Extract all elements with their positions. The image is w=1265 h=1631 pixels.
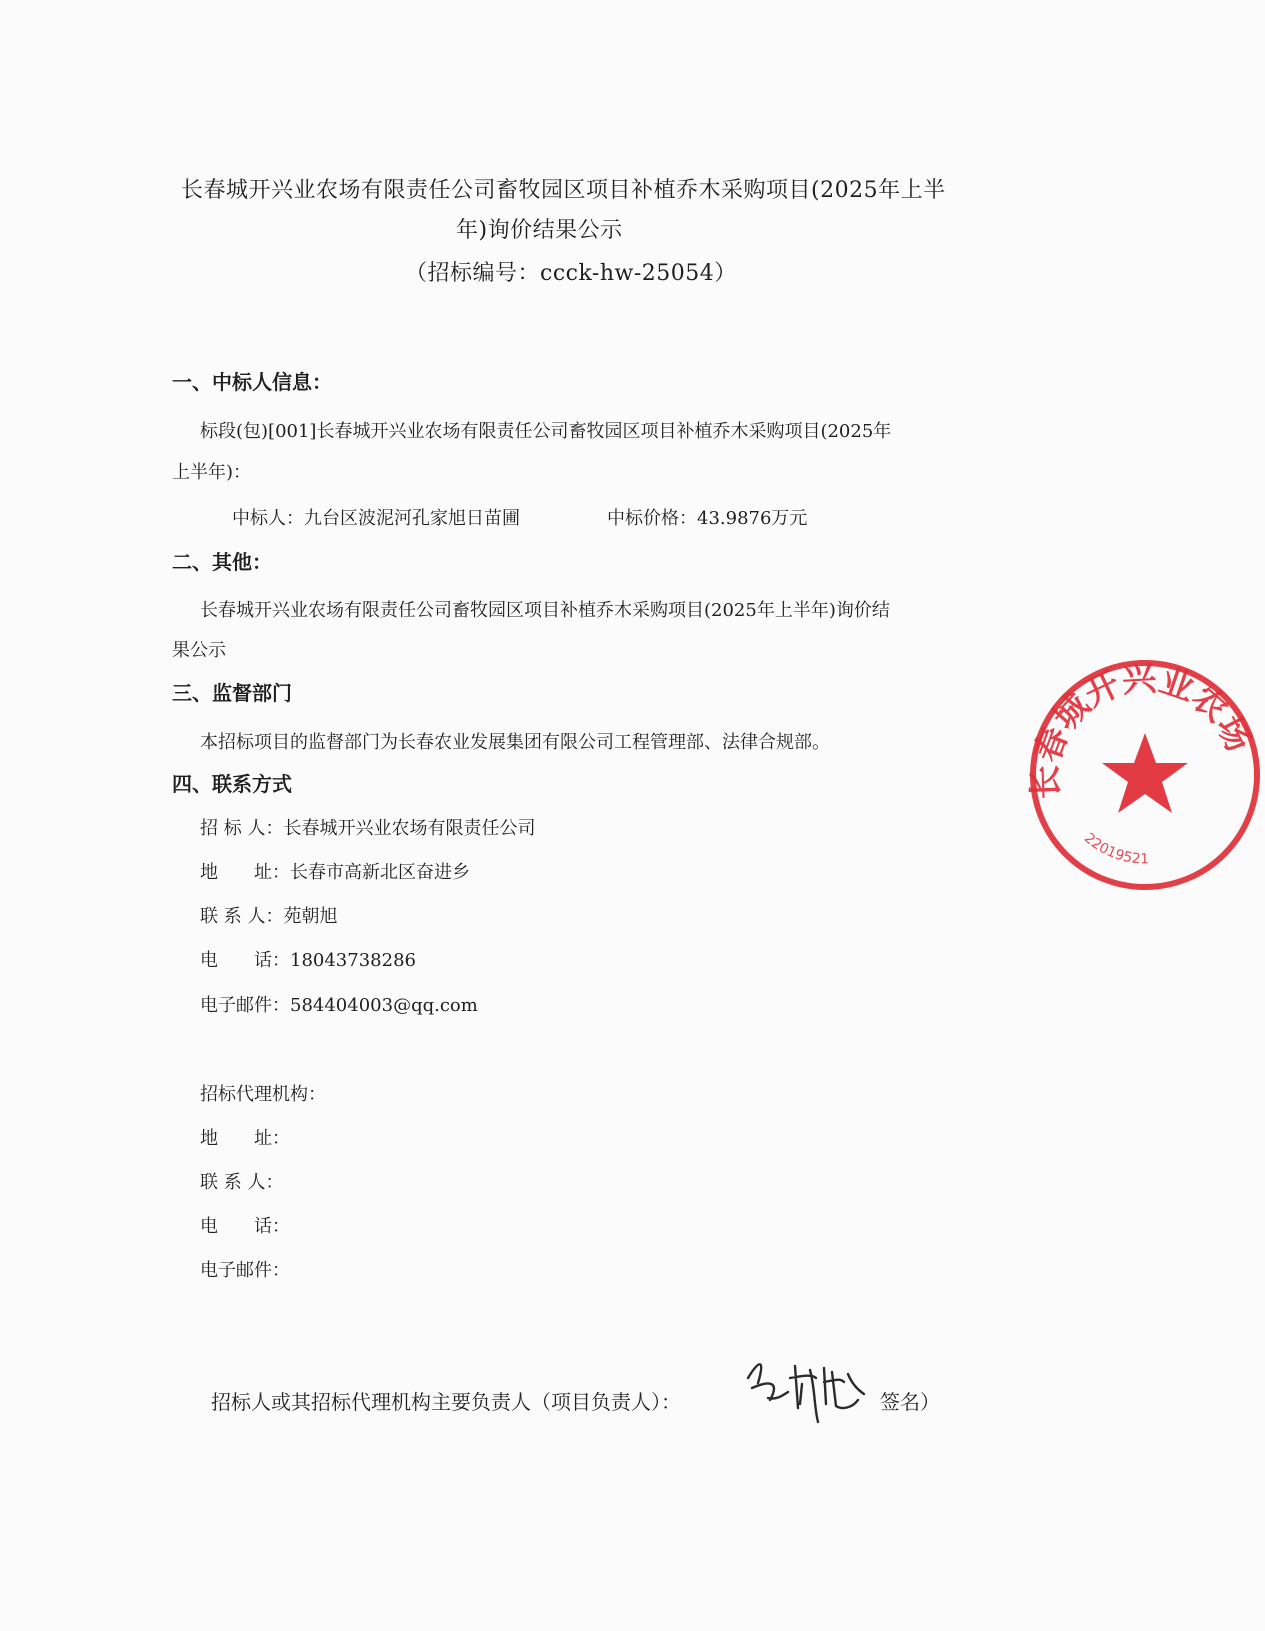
agency-phone-label: 电 话： xyxy=(200,1216,290,1237)
seal-star-icon xyxy=(1102,733,1188,813)
contact-value: 长春城开兴业农场有限责任公司 xyxy=(283,818,536,839)
seal-number: 22019521 xyxy=(1081,830,1150,868)
section-1-para-line-2: 上半年)： xyxy=(172,462,252,483)
contact-label: 电 话： xyxy=(200,950,290,971)
signature-suffix: 签名） xyxy=(880,1390,940,1414)
svg-text:22019521 xyxy=(1081,830,1149,867)
contact-value: 长春市高新北区奋进乡 xyxy=(290,862,470,883)
contact-value: 18043738286 xyxy=(290,950,416,971)
winner-info: 中标人：九台区波泥河孔家旭日苗圃 xyxy=(232,508,520,529)
section-3-heading: 三、监督部门 xyxy=(172,681,292,705)
seal-text: 长春城开兴业农场 xyxy=(1025,658,1259,800)
contact-label: 电子邮件： xyxy=(200,995,290,1016)
section-2-heading: 二、其他： xyxy=(172,550,272,574)
signature-line: 招标人或其招标代理机构主要负责人（项目负责人）： xyxy=(211,1390,681,1414)
section-2-para-line-2: 果公示 xyxy=(172,640,226,661)
contact-label: 地 址： xyxy=(200,862,290,883)
section-2-para-line-1: 长春城开兴业农场有限责任公司畜牧园区项目补植乔木采购项目(2025年上半年)询价结 xyxy=(200,600,890,621)
title-line-1: 长春城开兴业农场有限责任公司畜牧园区项目补植乔木采购项目(2025年上半 xyxy=(181,178,946,203)
contact-label: 招 标 人： xyxy=(200,818,284,839)
contact-label: 联 系 人： xyxy=(200,906,284,927)
agency-email-label: 电子邮件： xyxy=(200,1260,290,1281)
contact-value: 584404003@qq.com xyxy=(290,995,478,1016)
contact-row xyxy=(200,858,470,884)
contact-row xyxy=(200,946,416,972)
agency-address-label: 地 址： xyxy=(200,1128,290,1149)
title-line-2: 年)询价结果公示 xyxy=(456,218,623,243)
contact-value: 苑朝旭 xyxy=(283,906,338,927)
bid-number: （招标编号：ccck-hw-25054） xyxy=(405,261,737,286)
official-seal xyxy=(1025,655,1265,895)
contact-row xyxy=(200,991,478,1017)
handwritten-signature xyxy=(740,1348,880,1428)
section-1-heading: 一、中标人信息： xyxy=(172,370,332,394)
section-1-para-line-1: 标段(包)[001]长春城开兴业农场有限责任公司畜牧园区项目补植乔木采购项目(2025年 xyxy=(200,421,892,442)
agency-title: 招标代理机构： xyxy=(200,1084,326,1105)
winning-price: 中标价格：43.9876万元 xyxy=(607,508,808,529)
contact-row xyxy=(200,902,337,928)
supervision-text: 本招标项目的监督部门为长春农业发展集团有限公司工程管理部、法律合规部。 xyxy=(200,732,830,753)
agency-contact-label: 联 系 人： xyxy=(200,1172,284,1193)
section-4-heading: 四、联系方式 xyxy=(172,772,292,796)
contact-row xyxy=(200,814,535,840)
